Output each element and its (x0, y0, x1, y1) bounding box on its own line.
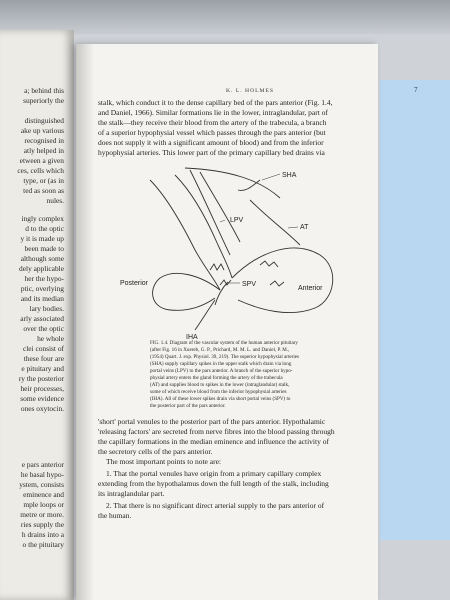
figure-caption-line: portal veins (LPV) to the pars anterior. A branch of the superior hypo- (150, 368, 293, 374)
body-text-line: The most important points to note are: (106, 457, 221, 466)
figure-caption-line: (AT) and supplies blood to spikes in the lower (intraglandular) stalk, (150, 382, 290, 388)
artery-of-trabecula (250, 200, 300, 245)
label-sha: SHA (282, 172, 297, 179)
left-text-line: ystem, consists (19, 480, 64, 489)
inferior-hypophysial-artery (195, 300, 215, 330)
left-text-line: and its median (20, 294, 64, 303)
body-text-line: 'releasing factors' are secreted from nerve fibres into the blood passing through (98, 427, 335, 436)
left-text-line: d to the optic (25, 224, 64, 233)
page-number: 7 (414, 86, 418, 94)
body-text-line: of a superior hypophysial vessel which passes through the pars anterior (but (98, 128, 326, 137)
left-text-line: although some (20, 254, 64, 263)
figure-caption-line: (IHA). All of these lower spikes drain via short portal veins (SPV) to (150, 396, 291, 402)
label-iha: IHA (186, 334, 198, 340)
left-text-line: ptic, overlying (20, 284, 64, 293)
label-posterior: Posterior (120, 280, 149, 287)
figure-caption-line: FIG. 1.4. Diagram of the vascular system of the human anterior pituitary (150, 340, 298, 346)
left-text-line: been made to (24, 244, 64, 253)
left-text-line: h drains into a (21, 530, 64, 539)
left-text-line: mple loops or (23, 500, 64, 509)
body-text-line: does not supply it with a significant amount of blood) and from the inferior (98, 138, 324, 147)
body-text-line: 1. That the portal venules have origin from a primary capillary complex (106, 469, 322, 478)
left-text-line: ake up various (20, 126, 64, 135)
label-spv: SPV (242, 281, 257, 288)
left-text-line: e pituitary and (21, 364, 64, 373)
left-text-line: ces, cells which (17, 166, 64, 175)
left-text-line: these four are (23, 354, 64, 363)
body-text-line: 2. That there is no significant direct arterial supply to the pars anterior of (106, 501, 325, 510)
left-text-line: nules. (46, 196, 64, 205)
figure-caption-line: (SHA) supply capillary spikes in the upper stalk which drain via long (150, 361, 292, 367)
body-text-line: the stalk—they receive their blood from the artery of the trabecula, a branch (98, 118, 327, 127)
left-text-line: metre or more. (20, 510, 64, 519)
left-text-line: dely applicable (19, 264, 64, 273)
capillary-spike (260, 261, 278, 267)
body-text-line: hypophysial arteries. This lower part of the primary capillary bed drains via (98, 148, 325, 157)
left-text-line: over the optic (23, 324, 64, 333)
left-text-line: ted as soon as (23, 186, 64, 195)
body-text-line: the secretory cells of the pars anterior. (98, 447, 213, 456)
stalk-outline-left (150, 180, 220, 290)
superior-hypophysial-artery (238, 180, 260, 191)
body-text-line: the capillary formations in the median eminence and influence the activity of (98, 437, 329, 446)
left-text-line: eminence and (23, 490, 64, 499)
figure-caption-line: (1954) Quart. J. exp. Physiol. 39, 219). The superior hypophysial arteries (150, 354, 300, 360)
left-text-line: arly associated (20, 314, 64, 323)
left-text-line: he basal hypo- (20, 470, 64, 479)
label-anterior: Anterior (298, 285, 323, 292)
left-text-line: type, or (as in (23, 176, 64, 185)
figure-caption-line: (after Fig. 16 in Xuereb, G. P., Prichard, M. M. L. and Daniel, P. M., (150, 347, 290, 353)
figure-caption-line: some of which receive blood from the inferior hypophysial arteries (150, 389, 287, 395)
left-text-line: her the hypo- (24, 274, 64, 283)
left-facing-page (0, 30, 74, 600)
background-blue-surface (380, 80, 450, 540)
stalk-outline-right (175, 175, 232, 278)
body-text-line: 'short' portal venules to the posterior part of the pars anterior. Hypothalamic (98, 417, 326, 426)
left-text-line: atly helped in (23, 146, 64, 155)
posterior-lobe-outline (153, 273, 220, 310)
body-text-line: and Daniel, 1966). Similar formations lie in the lower, intraglandular, part of (98, 108, 328, 117)
left-text-line: ones oxytocin. (20, 404, 64, 413)
leader-line (262, 174, 280, 180)
body-text-line: the human. (98, 511, 132, 520)
leader-line (220, 220, 225, 222)
background-shadow (0, 0, 450, 34)
left-text-line: superiorly the (23, 96, 64, 105)
body-text-line: stalk, which conduct it to the dense capillary bed of the pars anterior (Fig. 1.4, (98, 98, 333, 107)
left-text-line: he whole (37, 334, 64, 343)
left-text-line: some evidence (20, 394, 64, 403)
label-at: AT (300, 224, 309, 231)
pituitary-vascular-diagram (120, 150, 350, 340)
running-head: K. L. HOLMES (226, 88, 275, 94)
left-text-line: y it is made up (20, 234, 64, 243)
capillary-spike (210, 264, 224, 270)
label-lpv: LPV (230, 217, 244, 224)
left-text-line: a; behind this (24, 86, 64, 95)
figure-caption-line: the posterior part of the pars anterior. (150, 403, 226, 409)
body-text-line: its intraglandular part. (98, 489, 165, 498)
leader-line (288, 227, 298, 228)
page-gutter-shadow (76, 44, 94, 600)
left-text-line: etween a given (19, 156, 64, 165)
figure-caption-line: physial artery enters the gland forming the artery of the trabecula (150, 375, 283, 381)
left-text-line: clei consist of (22, 344, 64, 353)
left-text-line: heir processes, (20, 384, 64, 393)
left-text-line: lary bodies. (29, 304, 64, 313)
left-text-line: e pars anterior (21, 460, 64, 469)
left-text-line: ry the posterior (18, 374, 64, 383)
left-text-line: o the pituitary (22, 540, 64, 549)
long-portal-vein (200, 172, 240, 242)
left-text-line: ingly complex (21, 214, 64, 223)
left-text-line: distinguished (24, 116, 64, 125)
left-text-line: recognised in (24, 136, 64, 145)
median-eminence-outline (185, 168, 280, 198)
capillary-spike (270, 281, 284, 286)
body-text-line: extending from the hypothalamus down the full length of the stalk, including (98, 479, 329, 488)
left-text-line: ries supply the (20, 520, 64, 529)
